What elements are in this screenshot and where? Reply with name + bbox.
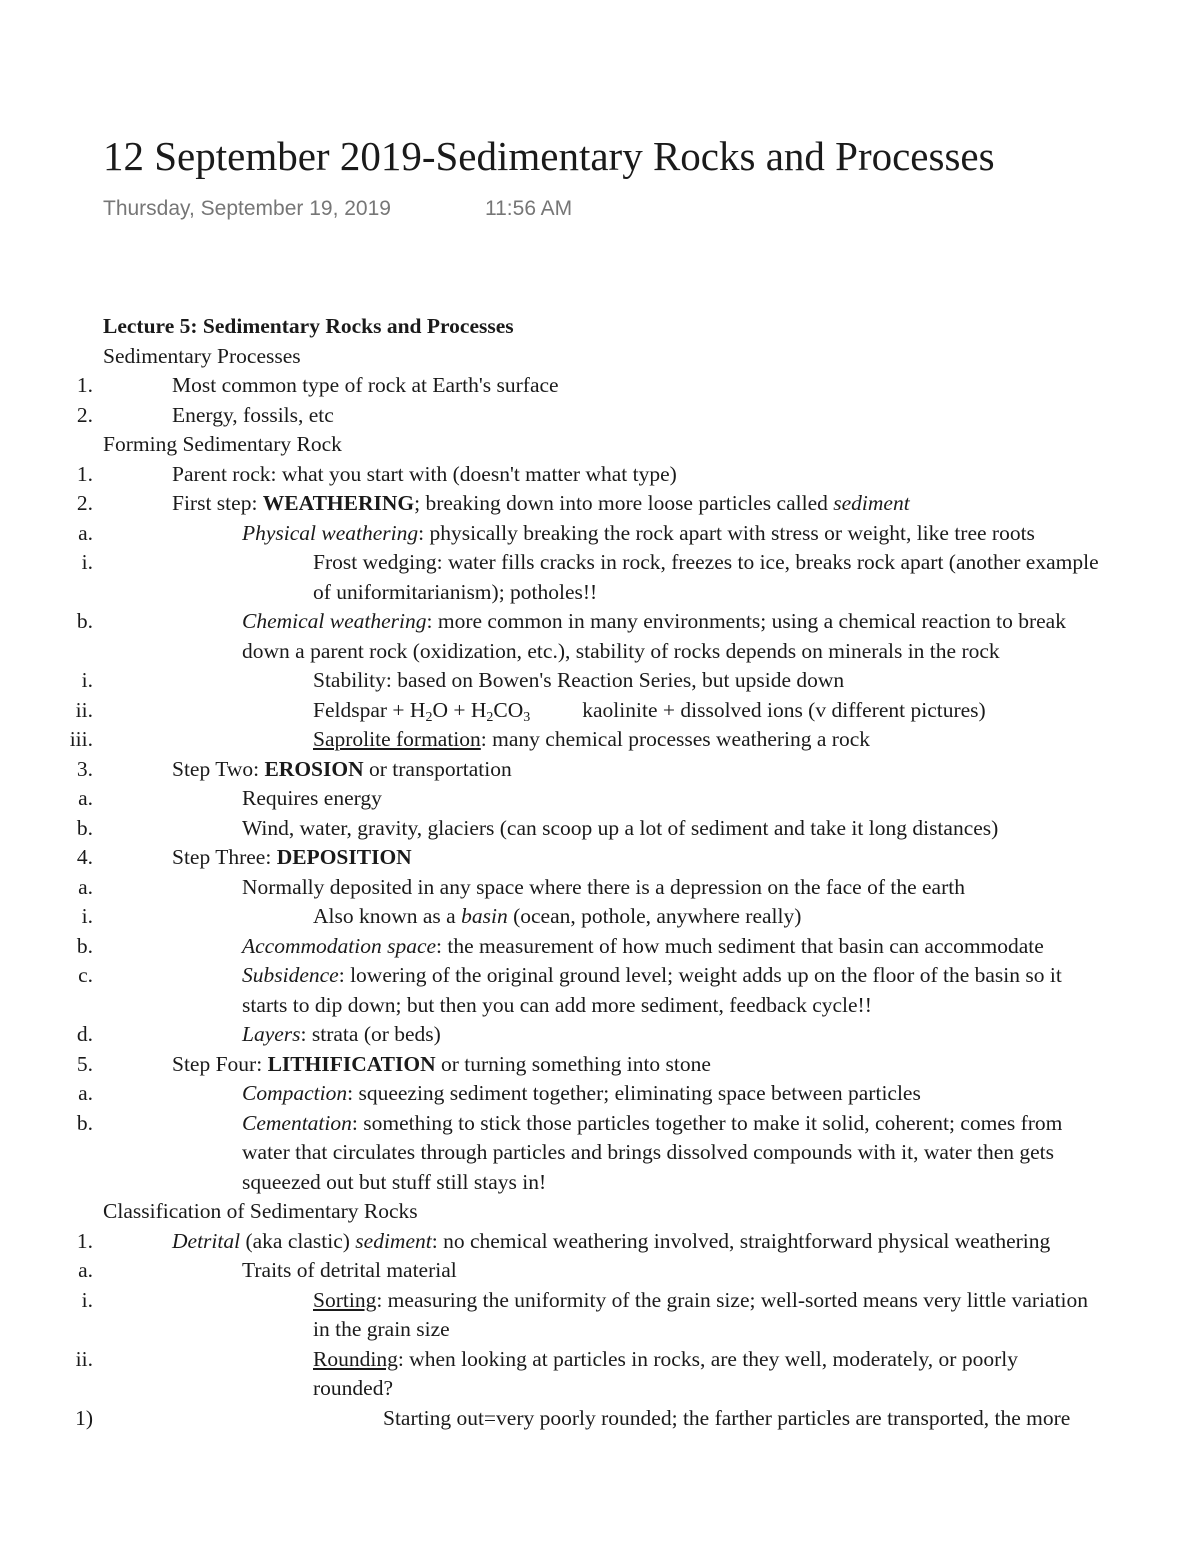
- list-item: a. Traits of detrital material: [103, 1256, 1200, 1286]
- page-meta: [103, 192, 573, 226]
- list-marker: a.: [78, 520, 93, 545]
- section-heading: Sedimentary Processes: [103, 343, 301, 368]
- list-item-continuation: water that circulates through particles and brings dissolved compounds with it, water then gets: [242, 1140, 1055, 1164]
- list-marker: 5.: [76, 1051, 93, 1076]
- list-marker: 2.: [76, 402, 93, 427]
- list-item: a. Requires energy: [103, 784, 1200, 814]
- list-marker: i.: [81, 550, 93, 574]
- list-marker: a.: [78, 1081, 93, 1105]
- list-item: a. Normally deposited in any space where there is a depression on the face of the earth: [103, 873, 1200, 903]
- list-item: iii. Saprolite formation: many chemical processes weathering a rock: [103, 725, 1200, 755]
- list-item: 1. Parent rock: what you start with (doesn't matter what type): [103, 460, 1200, 490]
- list-item: ii. Rounding: when looking at particles in rocks, are they well, moderately, or poorly: [103, 1345, 1200, 1375]
- list-item-continuation: in the grain size: [313, 1317, 450, 1341]
- page-time: 11:56 AM: [485, 197, 573, 220]
- list-item: a. Physical weathering: physically breaking the rock apart with stress or weight, like tree roots: [103, 519, 1200, 549]
- list-marker: 3.: [76, 756, 93, 781]
- list-marker: b.: [76, 609, 93, 633]
- list-marker: d.: [76, 1022, 93, 1046]
- section-heading: Classification of Sedimentary Rocks: [103, 1199, 418, 1223]
- list-marker: b.: [76, 933, 93, 958]
- list-marker: a.: [78, 786, 93, 810]
- list-marker: iii.: [69, 727, 93, 751]
- list-item-continuation: rounded?: [313, 1376, 393, 1400]
- note-body[interactable]: [69, 312, 1200, 1433]
- list-item-continuation: squeezed out but stuff still stays in!: [242, 1169, 547, 1194]
- list-marker: i.: [81, 668, 93, 692]
- list-item: c. Subsidence: lowering of the original ground level; weight adds up on the floor of the basin so it: [103, 961, 1200, 991]
- list-marker: a.: [78, 874, 93, 899]
- list-item: 3. Step Two: EROSION or transportation: [103, 755, 1200, 785]
- list-marker: ii.: [75, 1346, 93, 1371]
- list-item: b. Cementation: something to stick those particles together to make it solid, coherent; comes from: [103, 1109, 1200, 1139]
- list-marker: 1.: [76, 461, 93, 486]
- list-item: i. Frost wedging: water fills cracks in rock, freezes to ice, breaks rock apart (another example: [103, 548, 1200, 578]
- list-item: 4. Step Three: DEPOSITION: [103, 843, 1200, 873]
- list-item: d. Layers: strata (or beds): [103, 1020, 1200, 1050]
- list-item: 2. First step: WEATHERING; breaking down into more loose particles called sediment: [103, 489, 1200, 519]
- list-item-continuation: starts to dip down; but then you can add more sediment, feedback cycle!!: [242, 992, 872, 1017]
- list-marker: ii.: [75, 697, 93, 722]
- list-marker: 1): [75, 1405, 93, 1430]
- list-item-continuation: down a parent rock (oxidization, etc.), stability of rocks depends on minerals in the rock: [242, 638, 1000, 663]
- lecture-heading: Lecture 5: Sedimentary Rocks and Processes: [103, 314, 514, 338]
- list-item: i. Stability: based on Bowen's Reaction Series, but upside down: [103, 666, 1200, 696]
- list-item: i. Sorting: measuring the uniformity of the grain size; well-sorted means very little variation: [103, 1286, 1200, 1316]
- list-item: b. Chemical weathering: more common in many environments; using a chemical reaction to break: [103, 607, 1200, 637]
- list-item: b. Wind, water, gravity, glaciers (can scoop up a lot of sediment and take it long distances): [103, 814, 1200, 844]
- list-item-continuation: of uniformitarianism); potholes!!: [313, 579, 598, 604]
- list-item: 1. Detrital (aka clastic) sediment: no chemical weathering involved, straightforward physical weathering: [103, 1227, 1200, 1257]
- list-marker: c.: [78, 963, 93, 987]
- list-marker: i.: [81, 1287, 93, 1312]
- list-item: a. Compaction: squeezing sediment together; eliminating space between particles: [103, 1079, 1200, 1109]
- list-marker: 2.: [76, 491, 93, 515]
- list-item: 5. Step Four: LITHIFICATION or turning something into stone: [103, 1050, 1200, 1080]
- list-marker: b.: [76, 815, 93, 840]
- list-item: b. Accommodation space: the measurement of how much sediment that basin can accommodate: [103, 932, 1200, 962]
- page-date: Thursday, September 19, 2019: [103, 197, 391, 220]
- page-title: 12 September 2019-Sedimentary Rocks and Processes: [103, 133, 995, 179]
- list-item: 1. Most common type of rock at Earth's surface: [103, 371, 1200, 401]
- section-heading: Forming Sedimentary Rock: [103, 432, 342, 456]
- list-marker: 1.: [76, 373, 93, 397]
- list-marker: 1.: [76, 1228, 93, 1253]
- list-marker: a.: [78, 1258, 93, 1282]
- list-item: 1) Starting out=very poorly rounded; the farther particles are transported, the more: [103, 1404, 1200, 1434]
- list-item: ii. Feldspar + $H_2O + H_2CO_3$ kaolinite + dissolved ions (v different pictures): [75, 697, 986, 725]
- list-marker: b.: [76, 1110, 93, 1135]
- list-item: 2. Energy, fossils, etc: [103, 401, 1200, 431]
- list-marker: i.: [81, 904, 93, 928]
- list-item: i. Also known as a basin (ocean, pothole, anywhere really): [103, 902, 1200, 932]
- list-marker: 4.: [76, 845, 93, 869]
